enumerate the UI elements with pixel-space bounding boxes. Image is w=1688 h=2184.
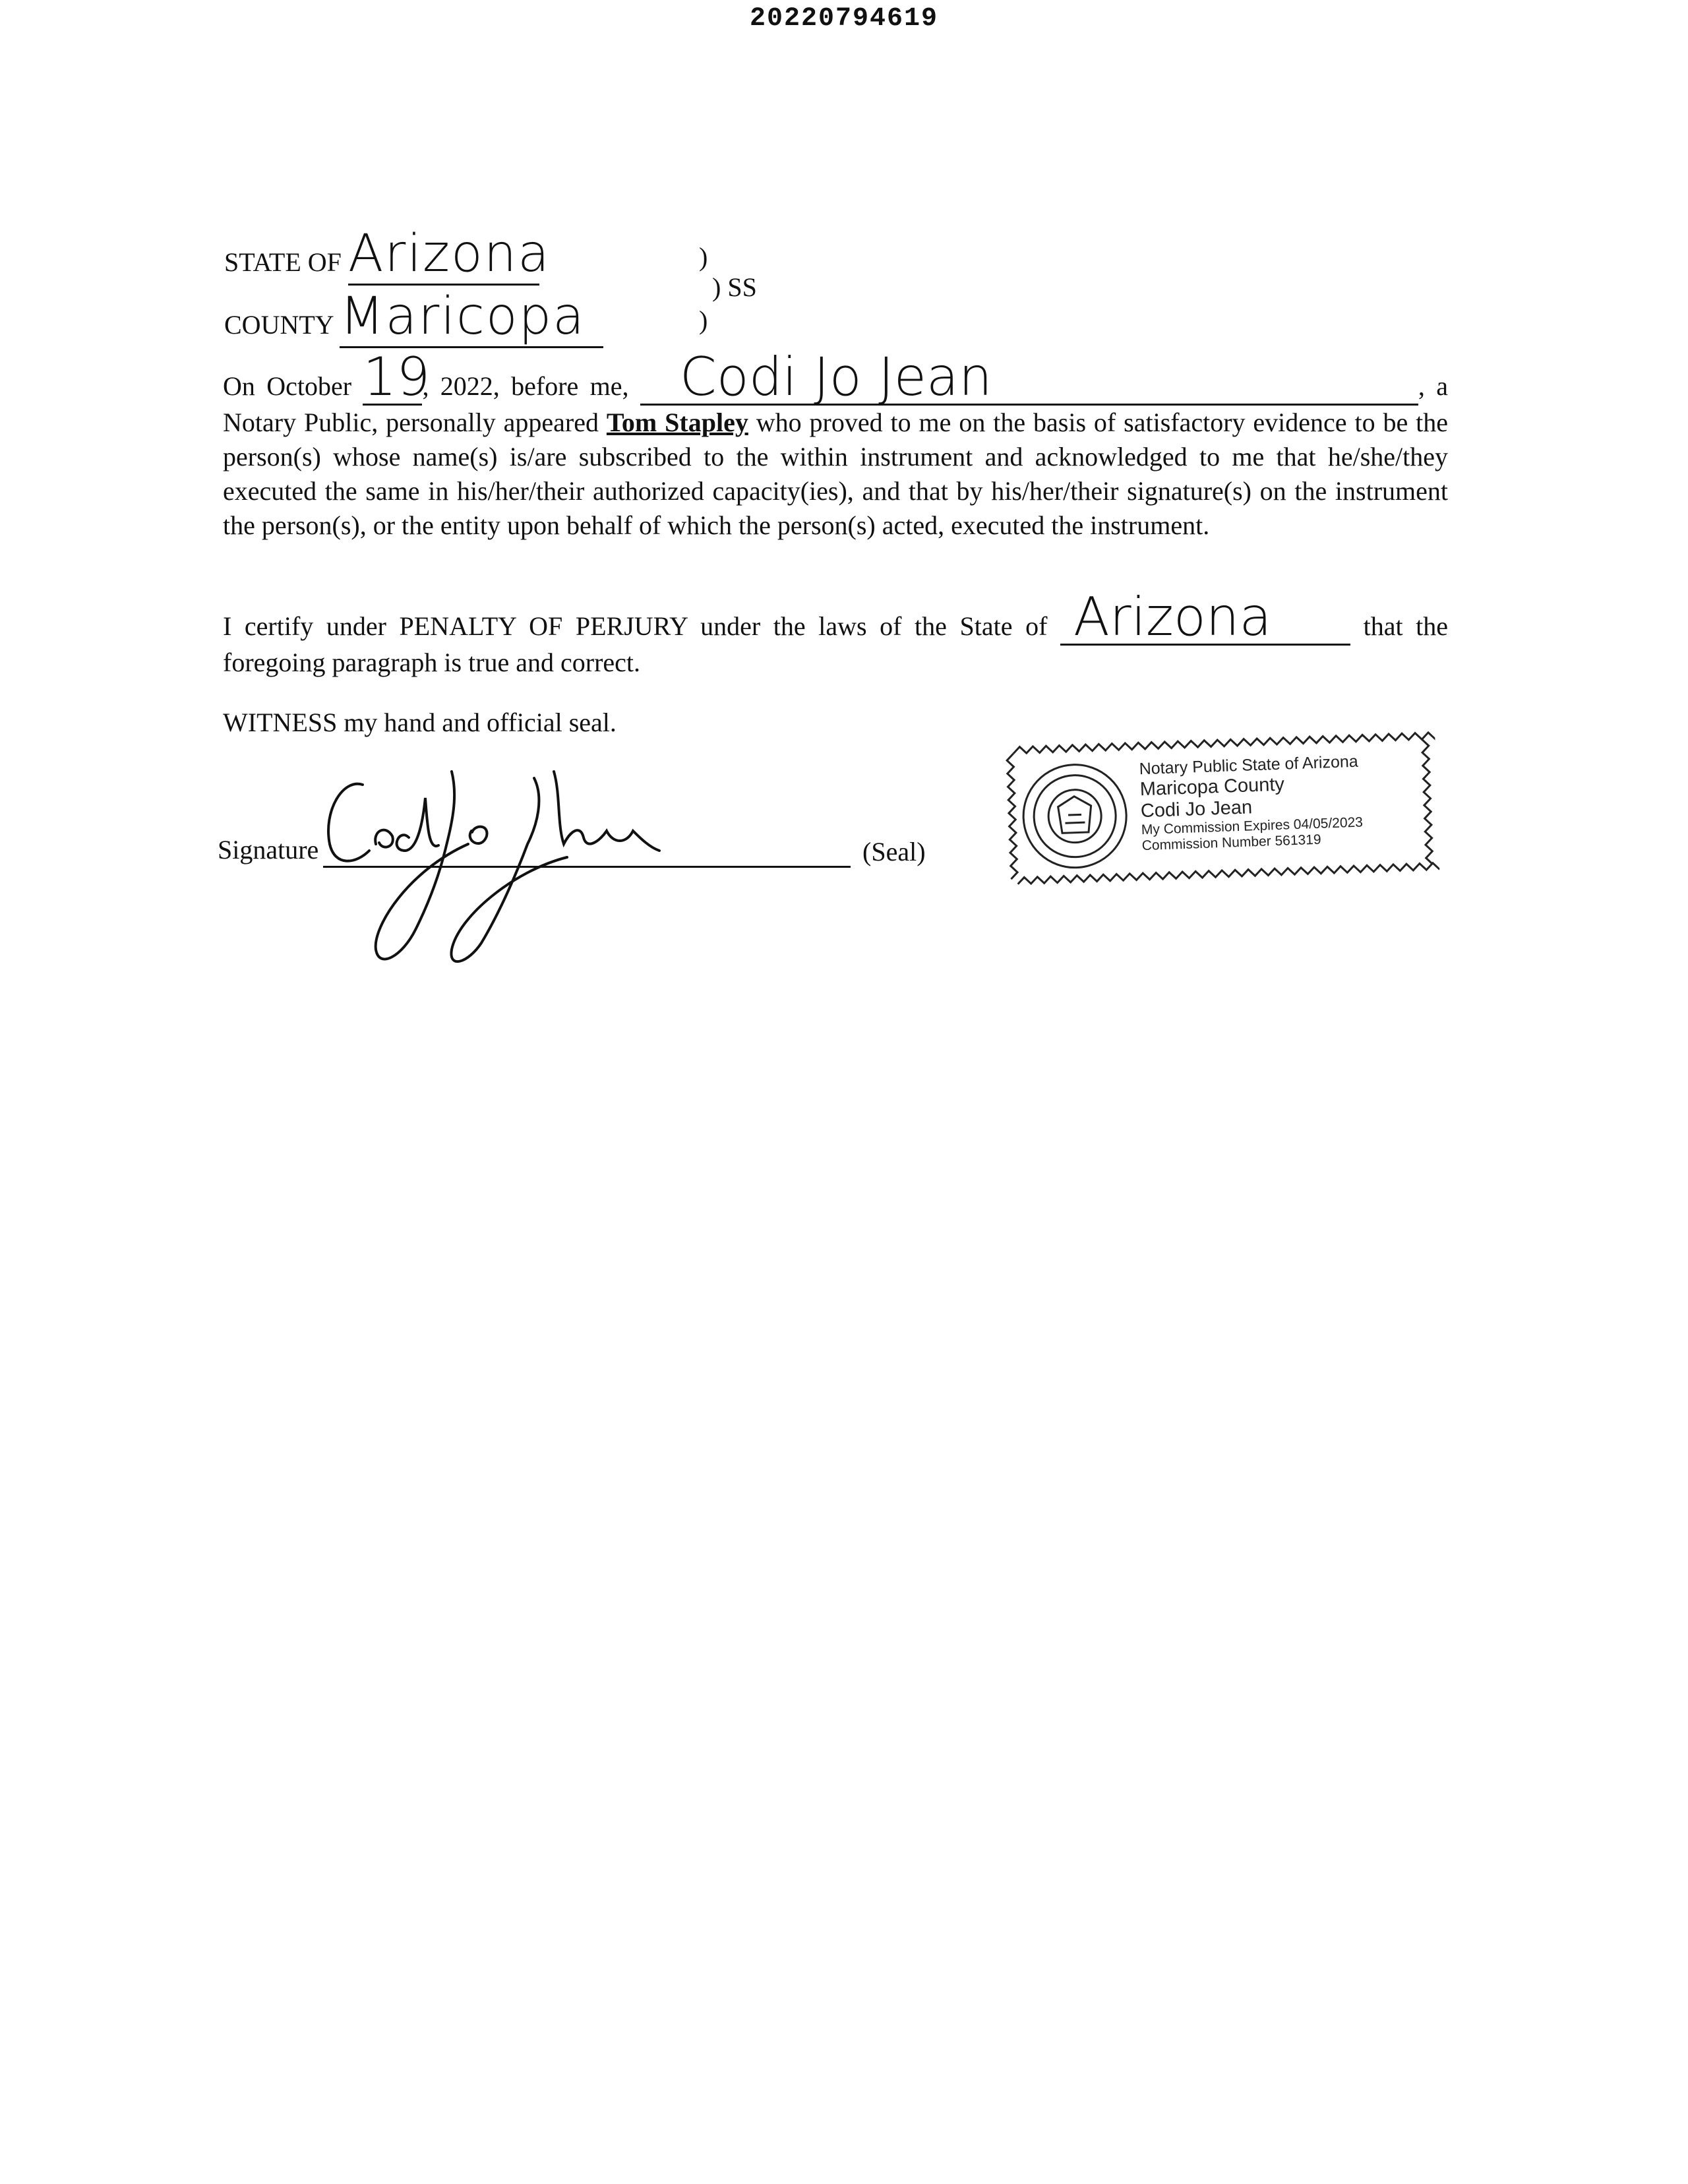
acknowledgment-paragraph — [223, 346, 1449, 543]
county-label: COUNTY — [224, 310, 334, 340]
perjury-state-fill-line — [1060, 586, 1350, 648]
stamp-line-3: Codi Jo Jean — [1140, 797, 1253, 822]
venue-block — [224, 218, 818, 349]
stamp-line-2: Maricopa County — [1139, 774, 1285, 801]
notary-stamp — [1000, 725, 1440, 898]
state-label: STATE OF — [224, 247, 342, 277]
stamp-line-5: Commission Number 561319 — [1141, 832, 1321, 854]
seal-label: (Seal) — [862, 837, 926, 866]
ss-mark: ) SS — [712, 272, 757, 302]
stamp-line-1: Notary Public State of Arizona — [1139, 752, 1359, 779]
stamp-line-4: My Commission Expires 04/05/2023 — [1141, 814, 1364, 838]
on-text: On October — [223, 371, 352, 401]
year-text: , 2022, before me, — [422, 371, 629, 401]
comma-a: , a — [1418, 371, 1449, 401]
county-handwritten: Maricopa — [340, 287, 586, 346]
recording-number: 20220794619 — [749, 4, 939, 34]
stamp-text — [1139, 752, 1364, 855]
day-fill-line — [363, 346, 431, 408]
state-handwritten: Arizona — [347, 224, 551, 284]
perjury-after: that the foregoing paragraph is true and correct. — [223, 611, 1449, 677]
acknowledgment-rest: who proved to me on the basis of satisfactory evidence to be the person(s) whose name(s) is/are subscribed to the within instrument and acknowledged to me that he/she/they executed the same in his/her/their authorized capacity(ies), and that by his/her/their signature(s) on the instrument the person(s), or the entity upon behalf of which the person(s) acted, executed the instrument. — [223, 408, 1449, 540]
appeared-name: Tom Stapley — [606, 408, 748, 437]
paren-1: ) — [699, 242, 708, 272]
handwritten-signature — [316, 758, 725, 976]
state-fill-line — [347, 224, 551, 286]
county-row — [224, 287, 603, 348]
signature-label: Signature — [218, 835, 319, 864]
witness-line: WITNESS my hand and official seal. — [223, 708, 617, 737]
perjury-paragraph — [223, 586, 1449, 680]
notary-name-fill-line — [640, 346, 1418, 408]
notary-public-text: Notary Public, personally appeared — [223, 408, 599, 437]
perjury-state-handwritten: Arizona — [1073, 586, 1272, 648]
county-fill-line — [340, 287, 603, 348]
day-handwritten: 19 — [363, 346, 431, 408]
notary-name-handwritten: Codi Jo Jean — [679, 346, 992, 408]
state-row — [224, 224, 551, 286]
perjury-before: I certify under PENALTY OF PERJURY under the laws of the State of — [223, 611, 1048, 641]
paren-3: ) — [699, 305, 708, 335]
